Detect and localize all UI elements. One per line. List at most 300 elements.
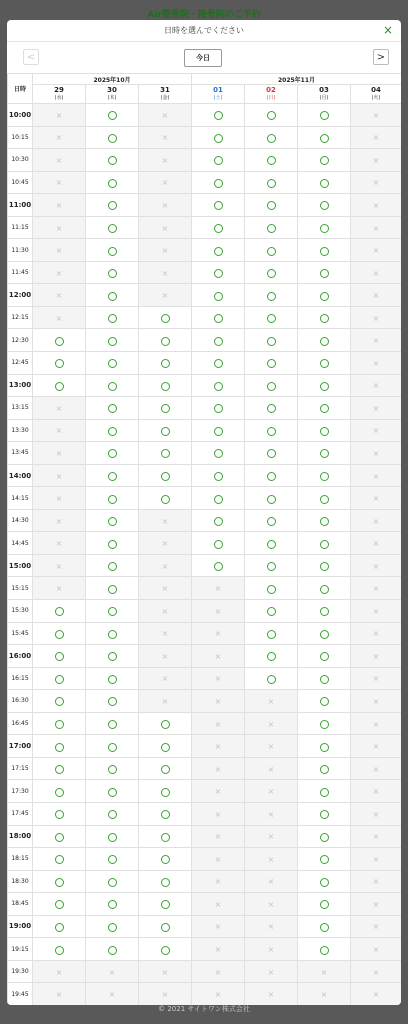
unavailable-cross-icon: × xyxy=(372,899,380,909)
slot-available[interactable] xyxy=(139,735,192,758)
slot-available[interactable] xyxy=(245,487,298,510)
available-circle-icon xyxy=(161,765,170,774)
slot-available[interactable] xyxy=(33,622,86,645)
slot-available[interactable] xyxy=(298,171,351,194)
slot-available[interactable] xyxy=(86,509,139,532)
slot-available[interactable] xyxy=(139,757,192,780)
slot-available[interactable] xyxy=(33,712,86,735)
slot-available[interactable] xyxy=(298,239,351,262)
unavailable-cross-icon: × xyxy=(214,787,222,797)
slot-available[interactable] xyxy=(298,532,351,555)
slot-available[interactable] xyxy=(86,442,139,465)
slot-available[interactable] xyxy=(298,780,351,803)
available-circle-icon xyxy=(108,675,117,684)
slot-available[interactable] xyxy=(245,600,298,623)
slot-available[interactable] xyxy=(86,194,139,217)
slot-available[interactable] xyxy=(298,487,351,510)
unavailable-cross-icon: × xyxy=(55,561,63,571)
unavailable-cross-icon: × xyxy=(372,223,380,233)
slot-available[interactable] xyxy=(192,464,245,487)
slot-available[interactable] xyxy=(139,329,192,352)
slot-available[interactable] xyxy=(245,532,298,555)
available-circle-icon xyxy=(214,472,223,481)
week-navigation xyxy=(7,42,401,73)
available-circle-icon xyxy=(267,382,276,391)
unavailable-cross-icon: × xyxy=(372,539,380,549)
slot-available[interactable] xyxy=(245,239,298,262)
slot-available[interactable] xyxy=(298,284,351,307)
slot-available[interactable] xyxy=(33,600,86,623)
slot-unavailable xyxy=(192,780,245,803)
slot-available[interactable] xyxy=(298,419,351,442)
slot-unavailable xyxy=(139,284,192,307)
unavailable-cross-icon: × xyxy=(55,155,63,165)
unavailable-cross-icon: × xyxy=(55,291,63,301)
slot-unavailable xyxy=(139,171,192,194)
slot-available[interactable] xyxy=(192,487,245,510)
available-circle-icon xyxy=(161,404,170,413)
available-circle-icon xyxy=(55,675,64,684)
slot-available[interactable] xyxy=(139,938,192,961)
slot-available[interactable] xyxy=(86,216,139,239)
day-header xyxy=(351,85,402,104)
slot-available[interactable] xyxy=(298,104,351,127)
available-circle-icon xyxy=(108,607,117,616)
available-circle-icon xyxy=(161,337,170,346)
slot-available[interactable] xyxy=(298,149,351,172)
available-circle-icon xyxy=(55,359,64,368)
slot-available[interactable] xyxy=(245,464,298,487)
available-circle-icon xyxy=(320,810,329,819)
slot-available[interactable] xyxy=(298,645,351,668)
slot-available[interactable] xyxy=(33,848,86,871)
slot-available[interactable] xyxy=(192,194,245,217)
close-icon[interactable]: × xyxy=(382,23,394,37)
slot-unavailable xyxy=(245,757,298,780)
available-circle-icon xyxy=(108,179,117,188)
slot-available[interactable] xyxy=(298,938,351,961)
slot-available[interactable] xyxy=(192,554,245,577)
unavailable-cross-icon: × xyxy=(372,246,380,256)
slot-available[interactable] xyxy=(192,306,245,329)
slot-available[interactable] xyxy=(139,374,192,397)
unavailable-cross-icon: × xyxy=(214,696,222,706)
slot-available[interactable] xyxy=(86,600,139,623)
slot-available[interactable] xyxy=(86,397,139,420)
slot-available[interactable] xyxy=(298,712,351,735)
slot-available[interactable] xyxy=(298,352,351,375)
slot-unavailable xyxy=(139,690,192,713)
slot-unavailable xyxy=(33,261,86,284)
slot-unavailable xyxy=(139,532,192,555)
slot-available[interactable] xyxy=(139,419,192,442)
unavailable-cross-icon: × xyxy=(267,899,275,909)
available-circle-icon xyxy=(214,404,223,413)
slot-available[interactable] xyxy=(298,825,351,848)
slot-available[interactable] xyxy=(139,352,192,375)
slot-available[interactable] xyxy=(192,126,245,149)
slot-available[interactable] xyxy=(192,239,245,262)
available-circle-icon xyxy=(320,495,329,504)
slot-available[interactable] xyxy=(192,509,245,532)
slot-available[interactable] xyxy=(245,329,298,352)
slot-available[interactable] xyxy=(245,126,298,149)
slot-available[interactable] xyxy=(298,622,351,645)
available-circle-icon xyxy=(320,900,329,909)
unavailable-cross-icon: × xyxy=(372,471,380,481)
slot-available[interactable] xyxy=(192,329,245,352)
unavailable-cross-icon: × xyxy=(267,945,275,954)
slot-unavailable xyxy=(351,194,402,217)
slot-available[interactable] xyxy=(86,104,139,127)
slot-available[interactable] xyxy=(245,554,298,577)
modal-title: 日時を選んでください xyxy=(164,26,244,35)
slot-available[interactable] xyxy=(139,397,192,420)
slot-unavailable xyxy=(351,352,402,375)
time-row xyxy=(8,712,402,735)
slot-unavailable xyxy=(351,848,402,871)
slot-available[interactable] xyxy=(245,509,298,532)
slot-unavailable xyxy=(351,104,402,127)
unavailable-cross-icon: × xyxy=(108,967,116,977)
time-label: 10:30 xyxy=(8,149,33,172)
slot-available[interactable] xyxy=(86,870,139,893)
unavailable-cross-icon: × xyxy=(372,403,380,413)
month-header-row xyxy=(8,74,402,85)
slot-available[interactable] xyxy=(298,442,351,465)
slot-available[interactable] xyxy=(298,397,351,420)
slot-available[interactable] xyxy=(139,915,192,938)
slot-available[interactable] xyxy=(192,352,245,375)
slot-available[interactable] xyxy=(245,645,298,668)
slot-unavailable xyxy=(351,374,402,397)
slot-available[interactable] xyxy=(245,419,298,442)
slot-unavailable xyxy=(351,667,402,690)
time-row xyxy=(8,509,402,532)
slot-available[interactable] xyxy=(139,442,192,465)
slot-available[interactable] xyxy=(86,712,139,735)
slot-available[interactable] xyxy=(298,126,351,149)
slot-available[interactable] xyxy=(33,645,86,668)
slot-available[interactable] xyxy=(139,870,192,893)
slot-available[interactable] xyxy=(245,216,298,239)
slot-available[interactable] xyxy=(192,442,245,465)
slot-available[interactable] xyxy=(298,870,351,893)
slot-available[interactable] xyxy=(139,780,192,803)
slot-available[interactable] xyxy=(86,802,139,825)
slot-available[interactable] xyxy=(245,284,298,307)
slot-available[interactable] xyxy=(86,149,139,172)
time-row xyxy=(8,554,402,577)
available-circle-icon xyxy=(320,923,329,932)
slot-unavailable xyxy=(351,577,402,600)
slot-available[interactable] xyxy=(139,825,192,848)
available-circle-icon xyxy=(320,855,329,864)
slot-available[interactable] xyxy=(245,667,298,690)
slot-available[interactable] xyxy=(86,825,139,848)
slot-available[interactable] xyxy=(245,104,298,127)
available-circle-icon xyxy=(267,111,276,120)
slot-available[interactable] xyxy=(298,757,351,780)
unavailable-cross-icon: × xyxy=(161,584,169,594)
slot-unavailable xyxy=(33,532,86,555)
today-button[interactable]: 今日 xyxy=(184,49,222,67)
slot-available[interactable] xyxy=(86,419,139,442)
slot-available[interactable] xyxy=(298,893,351,916)
slot-available[interactable] xyxy=(33,757,86,780)
available-circle-icon xyxy=(320,314,329,323)
time-row xyxy=(8,149,402,172)
unavailable-cross-icon: × xyxy=(55,494,63,504)
slot-available[interactable] xyxy=(298,509,351,532)
day-weekday: (日) xyxy=(266,95,276,101)
slot-available[interactable] xyxy=(86,780,139,803)
unavailable-cross-icon: × xyxy=(267,832,275,842)
unavailable-cross-icon: × xyxy=(108,990,116,1000)
slot-available[interactable] xyxy=(298,306,351,329)
available-circle-icon xyxy=(320,675,329,684)
available-circle-icon xyxy=(108,382,117,391)
slot-available[interactable] xyxy=(139,848,192,871)
unavailable-cross-icon: × xyxy=(214,877,222,887)
slot-available[interactable] xyxy=(192,284,245,307)
slot-available[interactable] xyxy=(245,352,298,375)
slot-available[interactable] xyxy=(192,419,245,442)
available-circle-icon xyxy=(55,652,64,661)
slot-available[interactable] xyxy=(245,397,298,420)
slot-available[interactable] xyxy=(298,690,351,713)
slot-available[interactable] xyxy=(245,442,298,465)
slot-available[interactable] xyxy=(86,374,139,397)
available-circle-icon xyxy=(320,517,329,526)
slot-unavailable xyxy=(33,397,86,420)
slot-available[interactable] xyxy=(86,848,139,871)
slot-available[interactable] xyxy=(139,464,192,487)
slot-unavailable xyxy=(351,216,402,239)
slot-available[interactable] xyxy=(192,532,245,555)
slot-available[interactable] xyxy=(245,374,298,397)
slot-available[interactable] xyxy=(192,216,245,239)
time-label: 19:00 xyxy=(8,915,33,938)
slot-available[interactable] xyxy=(33,780,86,803)
slot-available[interactable] xyxy=(33,938,86,961)
slot-available[interactable] xyxy=(33,329,86,352)
unavailable-cross-icon: × xyxy=(372,155,380,165)
available-circle-icon xyxy=(108,855,117,864)
slot-available[interactable] xyxy=(86,532,139,555)
time-row xyxy=(8,645,402,668)
slot-available[interactable] xyxy=(298,194,351,217)
slot-available[interactable] xyxy=(33,374,86,397)
slot-available[interactable] xyxy=(86,622,139,645)
slot-available[interactable] xyxy=(245,577,298,600)
time-label: 10:00 xyxy=(8,104,33,127)
day-weekday: (火) xyxy=(371,95,381,101)
slot-available[interactable] xyxy=(192,149,245,172)
slot-available[interactable] xyxy=(298,577,351,600)
slot-available[interactable] xyxy=(33,802,86,825)
available-circle-icon xyxy=(55,630,64,639)
available-circle-icon xyxy=(108,652,117,661)
slot-unavailable xyxy=(139,261,192,284)
available-circle-icon xyxy=(108,878,117,887)
available-circle-icon xyxy=(267,292,276,301)
slot-available[interactable] xyxy=(298,261,351,284)
slot-available[interactable] xyxy=(86,690,139,713)
slot-available[interactable] xyxy=(139,802,192,825)
slot-available[interactable] xyxy=(33,352,86,375)
previous-week-button[interactable]: < xyxy=(23,49,39,65)
available-circle-icon xyxy=(161,359,170,368)
slot-unavailable xyxy=(139,960,192,983)
slot-available[interactable] xyxy=(139,712,192,735)
slot-available[interactable] xyxy=(86,171,139,194)
slot-available[interactable] xyxy=(86,329,139,352)
slot-available[interactable] xyxy=(298,374,351,397)
time-row xyxy=(8,667,402,690)
slot-available[interactable] xyxy=(139,306,192,329)
slot-available[interactable] xyxy=(86,915,139,938)
slot-available[interactable] xyxy=(33,690,86,713)
time-row xyxy=(8,487,402,510)
day-header-row xyxy=(8,85,402,104)
unavailable-cross-icon: × xyxy=(161,223,169,233)
unavailable-cross-icon: × xyxy=(161,561,169,571)
unavailable-cross-icon: × xyxy=(372,922,380,932)
slot-available[interactable] xyxy=(33,870,86,893)
slot-unavailable xyxy=(351,487,402,510)
slot-available[interactable] xyxy=(192,104,245,127)
slot-unavailable xyxy=(298,960,351,983)
slot-available[interactable] xyxy=(192,261,245,284)
unavailable-cross-icon: × xyxy=(55,516,63,526)
slot-available[interactable] xyxy=(245,149,298,172)
unavailable-cross-icon: × xyxy=(372,764,380,774)
slot-unavailable xyxy=(192,622,245,645)
time-label: 18:45 xyxy=(8,893,33,916)
slot-available[interactable] xyxy=(33,735,86,758)
slot-available[interactable] xyxy=(298,735,351,758)
slot-unavailable xyxy=(245,960,298,983)
available-circle-icon xyxy=(214,314,223,323)
slot-unavailable xyxy=(351,870,402,893)
available-circle-icon xyxy=(267,247,276,256)
available-circle-icon xyxy=(161,743,170,752)
time-row xyxy=(8,960,402,983)
available-circle-icon xyxy=(161,495,170,504)
available-circle-icon xyxy=(55,337,64,346)
available-circle-icon xyxy=(108,517,117,526)
slot-available[interactable] xyxy=(192,171,245,194)
available-circle-icon xyxy=(320,743,329,752)
day-weekday: (木) xyxy=(107,95,117,101)
day-weekday: (水) xyxy=(54,95,64,101)
slot-unavailable xyxy=(33,306,86,329)
available-circle-icon xyxy=(214,134,223,143)
slot-unavailable xyxy=(33,194,86,217)
slot-unavailable xyxy=(33,284,86,307)
slot-available[interactable] xyxy=(86,352,139,375)
time-row xyxy=(8,532,402,555)
available-circle-icon xyxy=(108,134,117,143)
slot-unavailable xyxy=(351,532,402,555)
slot-unavailable xyxy=(192,645,245,668)
slot-available[interactable] xyxy=(86,284,139,307)
slot-available[interactable] xyxy=(245,261,298,284)
slot-available[interactable] xyxy=(33,915,86,938)
day-header xyxy=(298,85,351,104)
slot-available[interactable] xyxy=(298,802,351,825)
unavailable-cross-icon: × xyxy=(372,651,380,661)
slot-available[interactable] xyxy=(86,938,139,961)
slot-available[interactable] xyxy=(86,735,139,758)
slot-available[interactable] xyxy=(86,554,139,577)
slot-available[interactable] xyxy=(86,239,139,262)
slot-available[interactable] xyxy=(245,622,298,645)
modal-header xyxy=(7,20,401,42)
slot-available[interactable] xyxy=(298,329,351,352)
slot-available[interactable] xyxy=(86,893,139,916)
slot-available[interactable] xyxy=(33,825,86,848)
available-circle-icon xyxy=(108,224,117,233)
slot-available[interactable] xyxy=(298,915,351,938)
unavailable-cross-icon: × xyxy=(55,990,63,1000)
slot-available[interactable] xyxy=(86,667,139,690)
unavailable-cross-icon: × xyxy=(372,967,380,977)
unavailable-cross-icon: × xyxy=(214,922,222,932)
time-row xyxy=(8,194,402,217)
slot-available[interactable] xyxy=(86,261,139,284)
slot-available[interactable] xyxy=(86,757,139,780)
slot-available[interactable] xyxy=(298,554,351,577)
slot-available[interactable] xyxy=(298,464,351,487)
slot-available[interactable] xyxy=(86,306,139,329)
unavailable-cross-icon: × xyxy=(214,719,222,729)
unavailable-cross-icon: × xyxy=(267,787,275,797)
slot-available[interactable] xyxy=(298,667,351,690)
slot-available[interactable] xyxy=(245,306,298,329)
unavailable-cross-icon: × xyxy=(372,832,380,842)
slot-available[interactable] xyxy=(139,487,192,510)
slot-available[interactable] xyxy=(298,600,351,623)
slot-available[interactable] xyxy=(86,464,139,487)
available-circle-icon xyxy=(108,359,117,368)
slot-available[interactable] xyxy=(192,374,245,397)
slot-available[interactable] xyxy=(86,126,139,149)
slot-available[interactable] xyxy=(139,893,192,916)
slot-unavailable xyxy=(192,712,245,735)
slot-available[interactable] xyxy=(245,194,298,217)
day-weekday: (金) xyxy=(160,95,170,101)
slot-available[interactable] xyxy=(33,667,86,690)
slot-available[interactable] xyxy=(298,216,351,239)
slot-available[interactable] xyxy=(86,645,139,668)
slot-unavailable xyxy=(139,622,192,645)
slot-available[interactable] xyxy=(245,171,298,194)
day-number: 30 xyxy=(107,86,117,94)
slot-available[interactable] xyxy=(33,893,86,916)
slot-available[interactable] xyxy=(86,577,139,600)
slot-available[interactable] xyxy=(192,397,245,420)
available-circle-icon xyxy=(55,788,64,797)
time-row xyxy=(8,938,402,961)
slot-available[interactable] xyxy=(298,848,351,871)
slot-available[interactable] xyxy=(86,487,139,510)
available-circle-icon xyxy=(320,224,329,233)
slot-unavailable xyxy=(351,780,402,803)
next-week-button[interactable]: > xyxy=(373,49,389,65)
time-label: 15:00 xyxy=(8,554,33,577)
